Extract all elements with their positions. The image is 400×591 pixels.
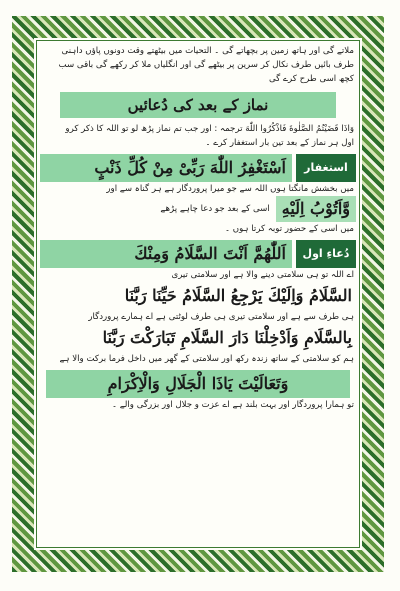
istighfar-row [40, 154, 356, 182]
hadith-arabic: وَاذَا قَضَيْتُمُ الصَّلٰوةَ فَاذْكُرُوا اللّٰهَ ترجمہ : اور جب تم نماز پڑھ لو تو اللہ کا ذکر کرو [65, 124, 354, 134]
dua-awwal-arabic: اَللّٰهُمَّ اَنْتَ السَّلَامُ وَمِنْكَ [40, 240, 292, 268]
istighfar-label: استغفار [296, 154, 356, 182]
dua-awwal-translation-2: ہی طرف سے ہے اور سلامتی تیری ہی طرف لوٹتی ہے اے ہمارے پروردگار [88, 312, 354, 322]
istighfar-row-2 [40, 196, 356, 222]
istighfar-arabic: اَسْتَغْفِرُ اللّٰهَ رَبِّیْ مِنْ کُلِّ ذَنْبٍ [40, 154, 292, 182]
istighfar-translation: میں بخشش مانگتا ہوں اللہ سے جو میرا پروردگار ہے ہر گناہ سے اور [106, 184, 354, 194]
istighfar-arabic-2: وَّاَتُوْبُ اِلَيْهِ [276, 196, 356, 222]
dua-awwal-row [40, 240, 356, 268]
dua-awwal-translation-4: تو ہمارا پروردگار اور بہت بلند ہے اے عزت و جلال اور بزرگی والے ۔ [112, 400, 354, 410]
dua-awwal-arabic-4: وَتَعَالَيْتَ يَاذَا الْجَلَالِ وَالْاِكْرَامِ [46, 370, 350, 398]
dua-awwal-arabic-3: بِالسَّلَامِ وَاَدْخِلْنَا دَارَ السَّلَامِ تَبَارَكْتَ رَبَّنَا [102, 328, 352, 347]
section-title: نماز کے بعد کی دُعائیں [60, 92, 336, 118]
dua-awwal-translation: اے اللہ تو ہی سلامتی دینے والا ہے اور سلامتی تیری [171, 270, 354, 280]
intro-line-1: ملاتے گی اور ہاتھ زمین پر بچھاتے گی ۔ التحیات میں بیٹھتے وقت دونوں پاؤں داہنی [61, 46, 354, 56]
intro-line-2: طرف بائیں طرف نکال کر سرین پر بیٹھے گی اور انگلیاں ملا کر رکھے گی باقی سب کچھ اسی طرح کرے گی [58, 60, 354, 84]
dua-awwal-arabic-2: السَّلَامُ وَاِلَيْكَ يَرْجِعُ السَّلَامُ حَيِّنَا رَبَّنَا [124, 286, 352, 305]
istighfar-translation-2: اسی کے بعد جو دعا چاہے پڑھے [160, 204, 270, 214]
hadith-note: اول ہر نماز کے بعد تین بار استغفار کرے ۔ [205, 138, 354, 148]
dua-awwal-translation-3: ہم کو سلامتی کے ساتھ زندہ رکھ اور سلامتی کے گھر میں داخل فرما برکت والا ہے [59, 354, 354, 364]
dua-awwal-label: دُعاءِ اول [296, 240, 356, 268]
page-content [40, 44, 356, 544]
istighfar-translation-3: میں اسی کے حضور توبہ کرتا ہوں ۔ [224, 224, 354, 234]
